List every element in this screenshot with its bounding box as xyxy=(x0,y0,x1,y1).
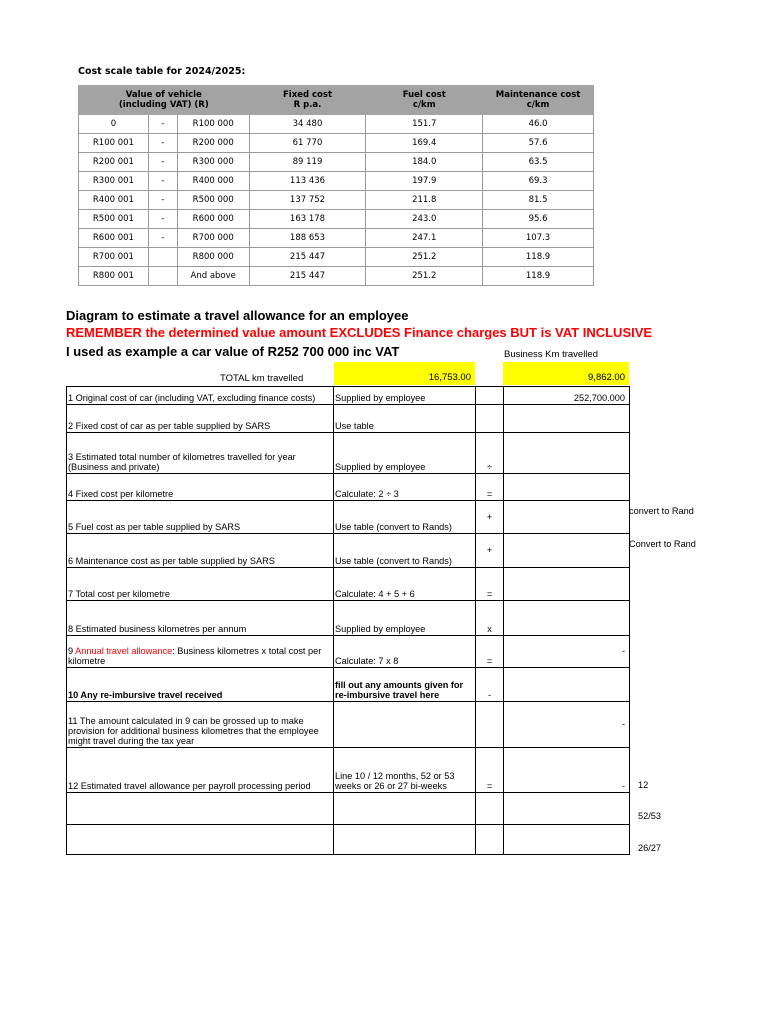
row-value-cell[interactable]: 252,700.000 xyxy=(504,387,630,405)
row-description: 7 Total cost per kilometre xyxy=(67,568,334,601)
row-source: Calculate: 7 x 8 xyxy=(334,636,476,668)
value-from-cell: R800 001 xyxy=(79,267,149,286)
row-operator: x xyxy=(476,601,504,636)
row-value-cell[interactable]: - xyxy=(504,748,630,793)
value-from-cell: R700 001 xyxy=(79,248,149,267)
row-description: 10 Any re-imbursive travel received xyxy=(67,668,334,702)
cost-scale-table xyxy=(78,85,594,286)
row-description: 3 Estimated total number of kilometres travelled for year (Business and private) xyxy=(67,433,334,474)
value-from-cell: R200 001 xyxy=(79,153,149,172)
value-to-cell: R100 000 xyxy=(177,115,249,134)
row-source: Supplied by employee xyxy=(334,601,476,636)
row-description: 1 Original cost of car (including VAT, excluding finance costs) xyxy=(67,387,334,405)
calc-row xyxy=(67,636,630,668)
maintenance-cost-cell: 107.3 xyxy=(483,229,594,248)
fuel-cost-cell: 184.0 xyxy=(366,153,483,172)
fixed-cost-cell: 89 119 xyxy=(249,153,366,172)
row-description: 4 Fixed cost per kilometre xyxy=(67,474,334,501)
fixed-cost-cell: 215 447 xyxy=(249,248,366,267)
fixed-cost-cell: 188 653 xyxy=(249,229,366,248)
row-operator: - xyxy=(476,668,504,702)
maintenance-cost-cell: 63.5 xyxy=(483,153,594,172)
row-operator: ÷ xyxy=(476,433,504,474)
calc-row xyxy=(67,501,630,534)
fixed-cost-cell: 113 436 xyxy=(249,172,366,191)
fuel-convert-note: convert to Rand xyxy=(629,506,694,516)
row-value-cell[interactable] xyxy=(504,668,630,702)
maintenance-cost-cell: 69.3 xyxy=(483,172,594,191)
range-dash-cell: - xyxy=(148,191,177,210)
maintenance-cost-cell: 46.0 xyxy=(483,115,594,134)
fuel-cost-cell: 197.9 xyxy=(366,172,483,191)
row-source: Supplied by employee xyxy=(334,387,476,405)
value-to-cell: R600 000 xyxy=(177,210,249,229)
business-km-label: Business Km travelled xyxy=(504,349,598,360)
diagram-title: Diagram to estimate a travel allowance for an employee xyxy=(66,308,409,323)
fuel-cost-cell: 169.4 xyxy=(366,134,483,153)
row-description: 11 The amount calculated in 9 can be grossed up to make provision for additional business kilometres that the employee might travel during the tax year xyxy=(67,702,334,748)
header-fuel-cost: Fuel cost c/km xyxy=(366,86,483,115)
period-biweekly: 26/27 xyxy=(638,843,661,853)
empty-cell xyxy=(334,825,476,855)
fixed-cost-cell: 215 447 xyxy=(249,267,366,286)
row-description xyxy=(67,636,334,668)
cost-table-row xyxy=(79,229,594,248)
fixed-cost-cell: 61 770 xyxy=(249,134,366,153)
row-value-cell[interactable] xyxy=(504,534,630,568)
cost-table-row xyxy=(79,172,594,191)
fuel-cost-cell: 247.1 xyxy=(366,229,483,248)
fuel-cost-cell: 243.0 xyxy=(366,210,483,229)
fuel-cost-cell: 211.8 xyxy=(366,191,483,210)
cost-table-header xyxy=(79,86,594,115)
value-from-cell: 0 xyxy=(79,115,149,134)
range-dash-cell: - xyxy=(148,210,177,229)
maintenance-cost-cell: 57.6 xyxy=(483,134,594,153)
calc-row xyxy=(67,474,630,501)
value-to-cell: R800 000 xyxy=(177,248,249,267)
row-source: Calculate: 2 ÷ 3 xyxy=(334,474,476,501)
row-description: 2 Fixed cost of car as per table supplied by SARS xyxy=(67,405,334,433)
empty-row xyxy=(67,793,630,825)
empty-cell xyxy=(476,793,504,825)
period-monthly: 12 xyxy=(638,780,649,790)
cost-table-row xyxy=(79,191,594,210)
cost-table-row xyxy=(79,267,594,286)
calc-row xyxy=(67,433,630,474)
maintenance-cost-cell: 81.5 xyxy=(483,191,594,210)
range-dash-cell: - xyxy=(148,229,177,248)
empty-row xyxy=(67,825,630,855)
calc-row xyxy=(67,702,630,748)
cost-table-row xyxy=(79,248,594,267)
calc-row xyxy=(67,601,630,636)
row-description: 12 Estimated travel allowance per payroll processing period xyxy=(67,748,334,793)
annual-allowance-highlight: Annual travel allowance xyxy=(75,646,173,656)
row-description: 6 Maintenance cost as per table supplied by SARS xyxy=(67,534,334,568)
fuel-cost-cell: 251.2 xyxy=(366,248,483,267)
calc-row xyxy=(67,387,630,405)
row-source: Use table xyxy=(334,405,476,433)
calc-row xyxy=(67,568,630,601)
value-from-cell: R300 001 xyxy=(79,172,149,191)
header-fixed-cost: Fixed cost R p.a. xyxy=(249,86,366,115)
row-operator: = xyxy=(476,748,504,793)
row-source xyxy=(334,702,476,748)
cost-table-row xyxy=(79,115,594,134)
calc-row xyxy=(67,534,630,568)
row-source: Supplied by employee xyxy=(334,433,476,474)
row-value-cell[interactable] xyxy=(504,474,630,501)
row-source: Use table (convert to Rands) xyxy=(334,501,476,534)
value-to-cell: R400 000 xyxy=(177,172,249,191)
fixed-cost-cell: 34 480 xyxy=(249,115,366,134)
row-source: Calculate: 4 + 5 + 6 xyxy=(334,568,476,601)
business-km-value[interactable]: 9,862.00 xyxy=(503,362,629,385)
fuel-cost-cell: 251.2 xyxy=(366,267,483,286)
range-dash-cell xyxy=(148,267,177,286)
row-description: 8 Estimated business kilometres per annum xyxy=(67,601,334,636)
row-source: fill out any amounts given for re-imbursive travel here xyxy=(334,668,476,702)
value-to-cell: And above xyxy=(177,267,249,286)
total-km-label: TOTAL km travelled xyxy=(220,373,304,384)
row-operator: = xyxy=(476,474,504,501)
vat-warning: REMEMBER the determined value amount EXCLUDES Finance charges BUT is VAT INCLUSIVE xyxy=(66,325,653,340)
range-dash-cell: - xyxy=(148,153,177,172)
empty-cell xyxy=(476,825,504,855)
empty-cell[interactable] xyxy=(504,825,630,855)
value-from-cell: R100 001 xyxy=(79,134,149,153)
row-number: 9 xyxy=(68,646,76,656)
row-value-cell[interactable]: - xyxy=(504,702,630,748)
period-weekly: 52/53 xyxy=(638,811,661,821)
row-description-text: : Business kilometres x total cost per kilometre xyxy=(68,646,322,666)
row-value-cell[interactable]: - xyxy=(504,636,630,668)
maintenance-cost-cell: 118.9 xyxy=(483,248,594,267)
row-operator xyxy=(476,405,504,433)
row-description: 5 Fuel cost as per table supplied by SARS xyxy=(67,501,334,534)
fuel-cost-cell: 151.7 xyxy=(366,115,483,134)
calc-row xyxy=(67,748,630,793)
maintenance-cost-cell: 118.9 xyxy=(483,267,594,286)
row-value-cell[interactable] xyxy=(504,501,630,534)
example-car-value: I used as example a car value of R252 700 000 inc VAT xyxy=(66,344,400,359)
row-value-cell[interactable] xyxy=(504,433,630,474)
cost-table-row xyxy=(79,210,594,229)
row-value-cell[interactable] xyxy=(504,601,630,636)
fixed-cost-cell: 137 752 xyxy=(249,191,366,210)
empty-cell xyxy=(67,793,334,825)
calc-row xyxy=(67,668,630,702)
header-vehicle-value: Value of vehicle (including VAT) (R) xyxy=(79,86,250,115)
cost-table-row xyxy=(79,134,594,153)
value-to-cell: R200 000 xyxy=(177,134,249,153)
empty-cell xyxy=(334,793,476,825)
range-dash-cell: - xyxy=(148,134,177,153)
value-to-cell: R500 000 xyxy=(177,191,249,210)
row-source: Use table (convert to Rands) xyxy=(334,534,476,568)
header-maintenance-cost: Maintenance cost c/km xyxy=(483,86,594,115)
row-source: Line 10 / 12 months, 52 or 53 weeks or 26 or 27 bi-weeks xyxy=(334,748,476,793)
row-operator xyxy=(476,702,504,748)
range-dash-cell xyxy=(148,248,177,267)
cost-scale-title: Cost scale table for 2024/2025: xyxy=(78,66,246,77)
range-dash-cell: - xyxy=(148,172,177,191)
value-from-cell: R600 001 xyxy=(79,229,149,248)
calc-row xyxy=(67,405,630,433)
row-operator: + xyxy=(476,534,504,568)
empty-cell[interactable] xyxy=(504,793,630,825)
value-from-cell: R400 001 xyxy=(79,191,149,210)
allowance-calculation-table xyxy=(66,386,630,855)
fixed-cost-cell: 163 178 xyxy=(249,210,366,229)
maintenance-cost-cell: 95.6 xyxy=(483,210,594,229)
value-to-cell: R700 000 xyxy=(177,229,249,248)
row-operator: = xyxy=(476,636,504,668)
total-km-value[interactable]: 16,753.00 xyxy=(334,362,475,385)
row-value-cell[interactable] xyxy=(504,568,630,601)
row-operator: = xyxy=(476,568,504,601)
value-to-cell: R300 000 xyxy=(177,153,249,172)
value-from-cell: R500 001 xyxy=(79,210,149,229)
row-operator xyxy=(476,387,504,405)
row-operator: + xyxy=(476,501,504,534)
maint-convert-note: Convert to Rand xyxy=(629,539,696,549)
empty-cell xyxy=(67,825,334,855)
range-dash-cell: - xyxy=(148,115,177,134)
cost-table-row xyxy=(79,153,594,172)
row-value-cell[interactable] xyxy=(504,405,630,433)
